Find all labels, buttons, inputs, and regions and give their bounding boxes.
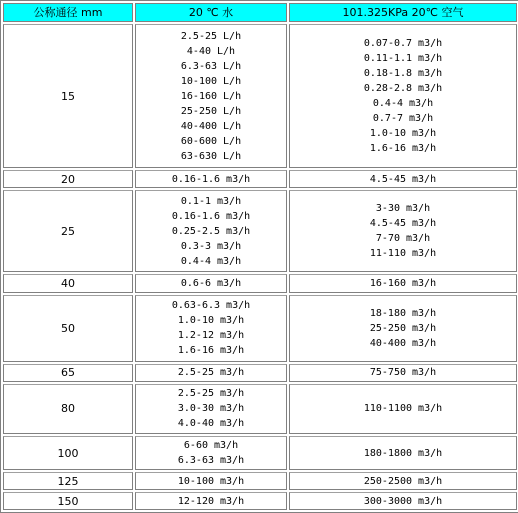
air-range-cell <box>289 190 517 272</box>
air-range-cell <box>289 295 517 362</box>
header-air: 101.325KPa 20℃ 空气 <box>289 3 517 22</box>
water-range-cell <box>135 472 287 490</box>
water-range-value: 16-160 L/h <box>180 90 242 102</box>
water-range-value: 40-400 L/h <box>180 120 242 132</box>
nominal-diameter-cell: 50 <box>3 295 133 362</box>
water-range-value: 4-40 L/h <box>186 45 236 57</box>
water-range-value: 6.3-63 m3/h <box>177 455 245 467</box>
air-range-value: 0.18-1.8 m3/h <box>363 68 443 80</box>
air-range-value: 4.5-45 m3/h <box>369 218 437 229</box>
water-range-value: 25-250 L/h <box>180 105 242 117</box>
water-range-cell <box>135 190 287 272</box>
air-range-cell <box>289 170 517 188</box>
air-range-value: 7-70 m3/h <box>375 233 431 244</box>
water-range-value: 60-600 L/h <box>180 135 242 147</box>
table-row <box>3 436 517 471</box>
table-row <box>3 295 517 362</box>
water-range-value: 1.2-12 m3/h <box>177 330 245 342</box>
air-range-value: 300-3000 m3/h <box>363 495 443 507</box>
flow-range-table-body <box>3 3 517 510</box>
air-range-value: 3-30 m3/h <box>375 203 431 214</box>
water-range-value: 0.1-1 m3/h <box>180 195 242 207</box>
nominal-diameter-cell: 100 <box>3 436 133 471</box>
table-row <box>3 24 517 169</box>
water-range-cell <box>135 170 287 188</box>
water-range-cell <box>135 274 287 293</box>
water-range-value: 63-630 L/h <box>180 150 242 162</box>
air-range-value: 1.0-10 m3/h <box>369 128 437 140</box>
water-range-value: 2.5-25 m3/h <box>177 367 245 379</box>
nominal-diameter-cell: 25 <box>3 190 133 272</box>
air-range-value: 25-250 m3/h <box>369 322 437 334</box>
water-range-value: 0.3-3 m3/h <box>180 240 242 252</box>
air-range-value: 40-400 m3/h <box>369 337 437 349</box>
nominal-diameter-cell: 40 <box>3 274 133 293</box>
water-range-value: 2.5-25 L/h <box>180 30 242 42</box>
air-range-value: 75-750 m3/h <box>369 367 437 379</box>
water-range-cell <box>135 295 287 362</box>
water-range-value: 0.63-6.3 m3/h <box>171 300 251 312</box>
table-row <box>3 492 517 510</box>
water-range-value: 4.0-40 m3/h <box>177 418 245 430</box>
air-range-value: 180-1800 m3/h <box>363 447 443 459</box>
water-range-value: 6-60 m3/h <box>183 440 239 452</box>
air-range-cell <box>289 472 517 490</box>
nominal-diameter-cell: 150 <box>3 492 133 510</box>
air-range-value: 1.6-16 m3/h <box>369 143 437 155</box>
table-row <box>3 274 517 293</box>
air-range-cell <box>289 24 517 169</box>
table-row <box>3 384 517 434</box>
water-range-value: 10-100 m3/h <box>177 475 245 487</box>
air-range-value: 0.28-2.8 m3/h <box>363 83 443 95</box>
water-range-value: 1.0-10 m3/h <box>177 315 245 327</box>
water-range-value: 0.25-2.5 m3/h <box>171 225 251 237</box>
water-range-value: 0.6-6 m3/h <box>180 277 242 289</box>
water-range-value: 10-100 L/h <box>180 75 242 87</box>
nominal-diameter-cell: 80 <box>3 384 133 434</box>
air-range-cell <box>289 436 517 471</box>
air-range-value: 0.4-4 m3/h <box>372 98 434 110</box>
table-row <box>3 364 517 382</box>
header-row <box>3 3 517 22</box>
water-range-value: 2.5-25 m3/h <box>177 388 245 400</box>
air-range-value: 18-180 m3/h <box>369 307 437 319</box>
air-range-cell <box>289 274 517 293</box>
air-range-cell <box>289 364 517 382</box>
water-range-cell <box>135 436 287 471</box>
water-range-cell <box>135 492 287 510</box>
table-row <box>3 170 517 188</box>
air-range-value: 250-2500 m3/h <box>363 475 443 487</box>
nominal-diameter-cell: 125 <box>3 472 133 490</box>
air-range-cell <box>289 492 517 510</box>
water-range-cell <box>135 364 287 382</box>
air-range-value: 11-110 m3/h <box>369 248 437 259</box>
air-range-value: 16-160 m3/h <box>369 277 437 289</box>
nominal-diameter-cell: 15 <box>3 24 133 169</box>
nominal-diameter-cell: 20 <box>3 170 133 188</box>
air-range-value: 0.11-1.1 m3/h <box>363 53 443 65</box>
water-range-cell <box>135 24 287 169</box>
water-range-value: 0.4-4 m3/h <box>180 255 242 267</box>
table-row <box>3 190 517 272</box>
header-nominal-diameter: 公称通径 mm <box>3 3 133 22</box>
nominal-diameter-cell: 65 <box>3 364 133 382</box>
table-row <box>3 472 517 490</box>
water-range-cell <box>135 384 287 434</box>
water-range-value: 0.16-1.6 m3/h <box>171 210 251 222</box>
water-range-value: 12-120 m3/h <box>177 495 245 507</box>
air-range-value: 4.5-45 m3/h <box>369 173 437 185</box>
air-range-cell <box>289 384 517 434</box>
water-range-value: 1.6-16 m3/h <box>177 345 245 357</box>
water-range-value: 3.0-30 m3/h <box>177 403 245 415</box>
air-range-value: 110-1100 m3/h <box>363 403 443 415</box>
air-range-value: 0.7-7 m3/h <box>372 113 434 125</box>
header-water: 20 ℃ 水 <box>135 3 287 22</box>
air-range-value: 0.07-0.7 m3/h <box>363 38 443 50</box>
water-range-value: 6.3-63 L/h <box>180 60 242 72</box>
water-range-value: 0.16-1.6 m3/h <box>171 173 251 185</box>
